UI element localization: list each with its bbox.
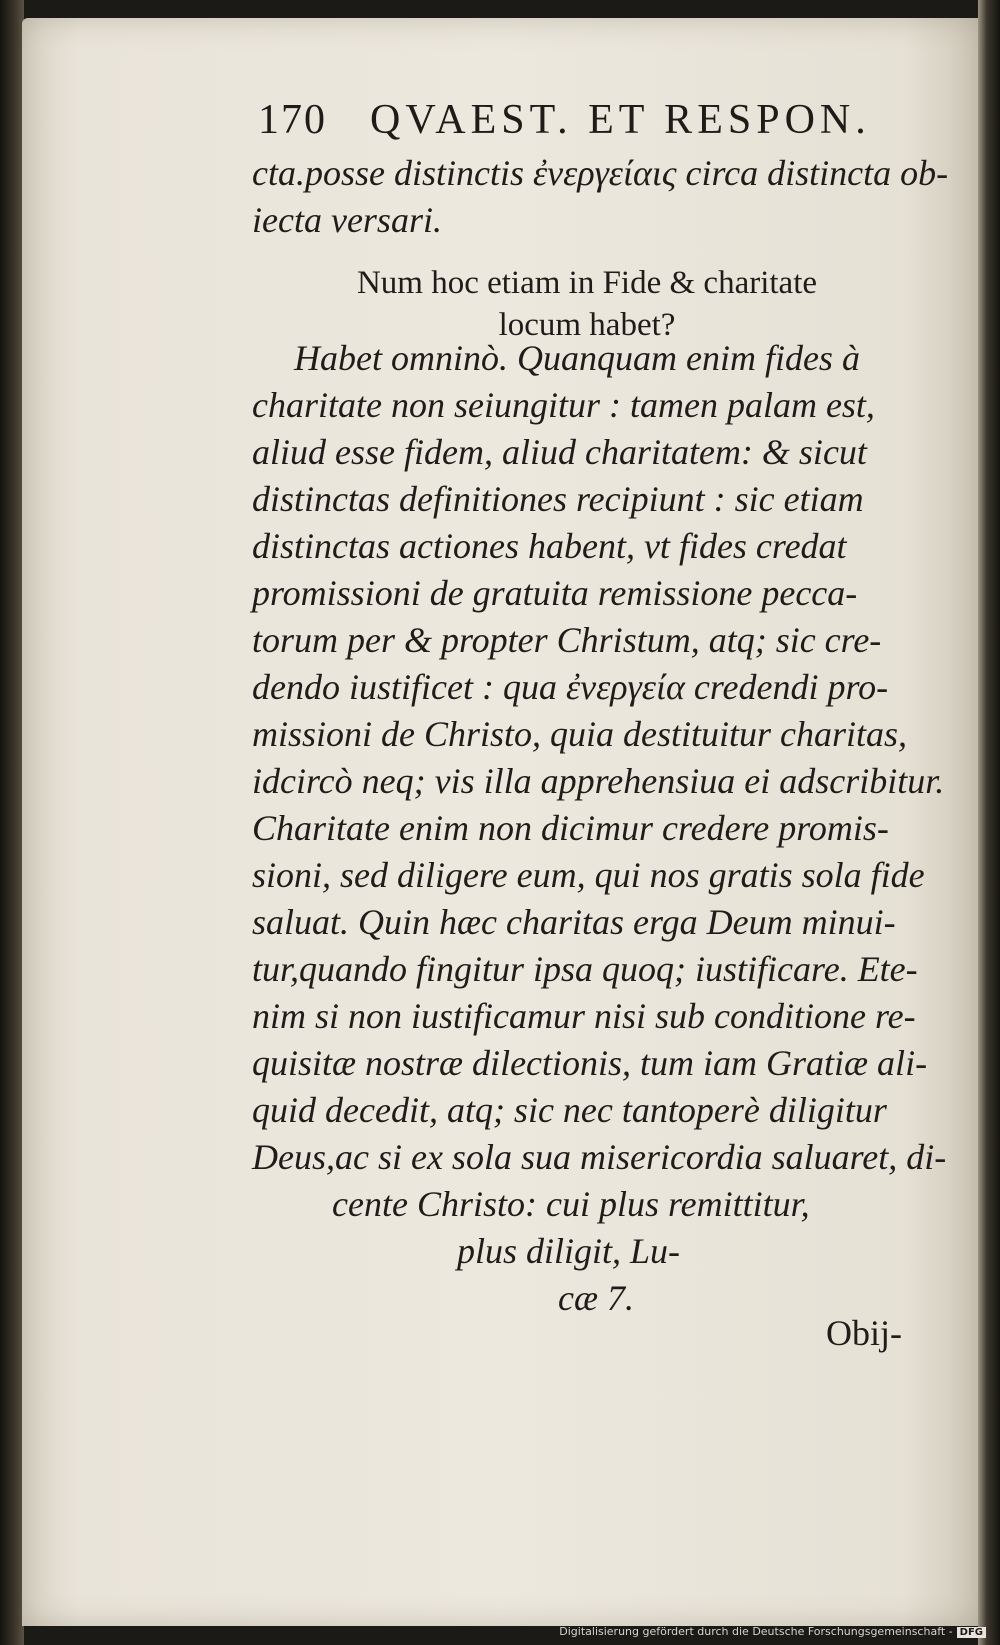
text-line: dendo iustificet : qua ἐνεργεία credendi pro- [252,667,889,707]
page-edge [978,0,1000,1645]
text-line: aliud esse fidem, aliud charitatem: & sicut [252,432,867,472]
text-line: missioni de Christo, quia destituitur charitas, [252,714,908,754]
text-line: charitate non seiungitur : tamen palam est, [252,385,875,425]
text-line: Deus,ac si ex sola sua misericordia saluaret, di- [252,1137,947,1177]
text-line: cente Christo: cui plus remittitur, [332,1184,810,1224]
text-line: saluat. Quin hæc charitas erga Deum minui- [252,902,896,942]
running-header [258,96,898,146]
credit-text: Digitalisierung gefördert durch die Deutsche Forschungsgemeinschaft - [559,1625,953,1638]
digitization-credit [559,1625,986,1641]
text-line: torum per & propter Christum, atq; sic cre- [252,620,882,660]
text-line: nim si non iustificamur nisi sub conditione re- [252,996,916,1036]
text-line: distinctas actiones habent, vt fides credat [252,526,847,566]
book-spine [0,0,24,1645]
text-line: cta.posse distinctis ἐνεργείαις circa distincta ob- [252,153,949,193]
question-line: locum habet? [498,307,676,343]
text-line: distinctas definitiones recipiunt : sic etiam [252,479,864,519]
question-heading [252,262,922,346]
text-line: tur,quando fingitur ipsa quoq; iustificare. Ete- [252,949,918,989]
text-line: Charitate enim non dicimur credere promis- [252,808,889,848]
text-line: idcircò neq; vis illa apprehensiua ei adscribitur. [252,761,945,801]
catchword: Obij- [826,1313,902,1353]
question-line: Num hoc etiam in Fide & charitate [356,265,818,301]
dfg-logo: DFG [957,1627,986,1638]
text-line: quid decedit, atq; sic nec tantoperè diligitur [252,1090,887,1130]
text-line: promissioni de gratuita remissione pecca- [252,573,858,613]
running-title: QVAEST. ET RESPON. [370,97,871,143]
text-line: cæ 7. [558,1278,634,1318]
text-line: quisitæ nostræ dilectionis, tum iam Gratiæ ali- [252,1043,928,1083]
text-line: sioni, sed diligere eum, qui nos gratis sola fide [252,855,925,895]
page-number: 170 [258,97,327,143]
text-line: plus diligit, Lu- [457,1231,681,1271]
text-line: iecta versari. [252,200,442,240]
text-line: Habet omninò. Quanquam enim fides à [294,338,860,378]
